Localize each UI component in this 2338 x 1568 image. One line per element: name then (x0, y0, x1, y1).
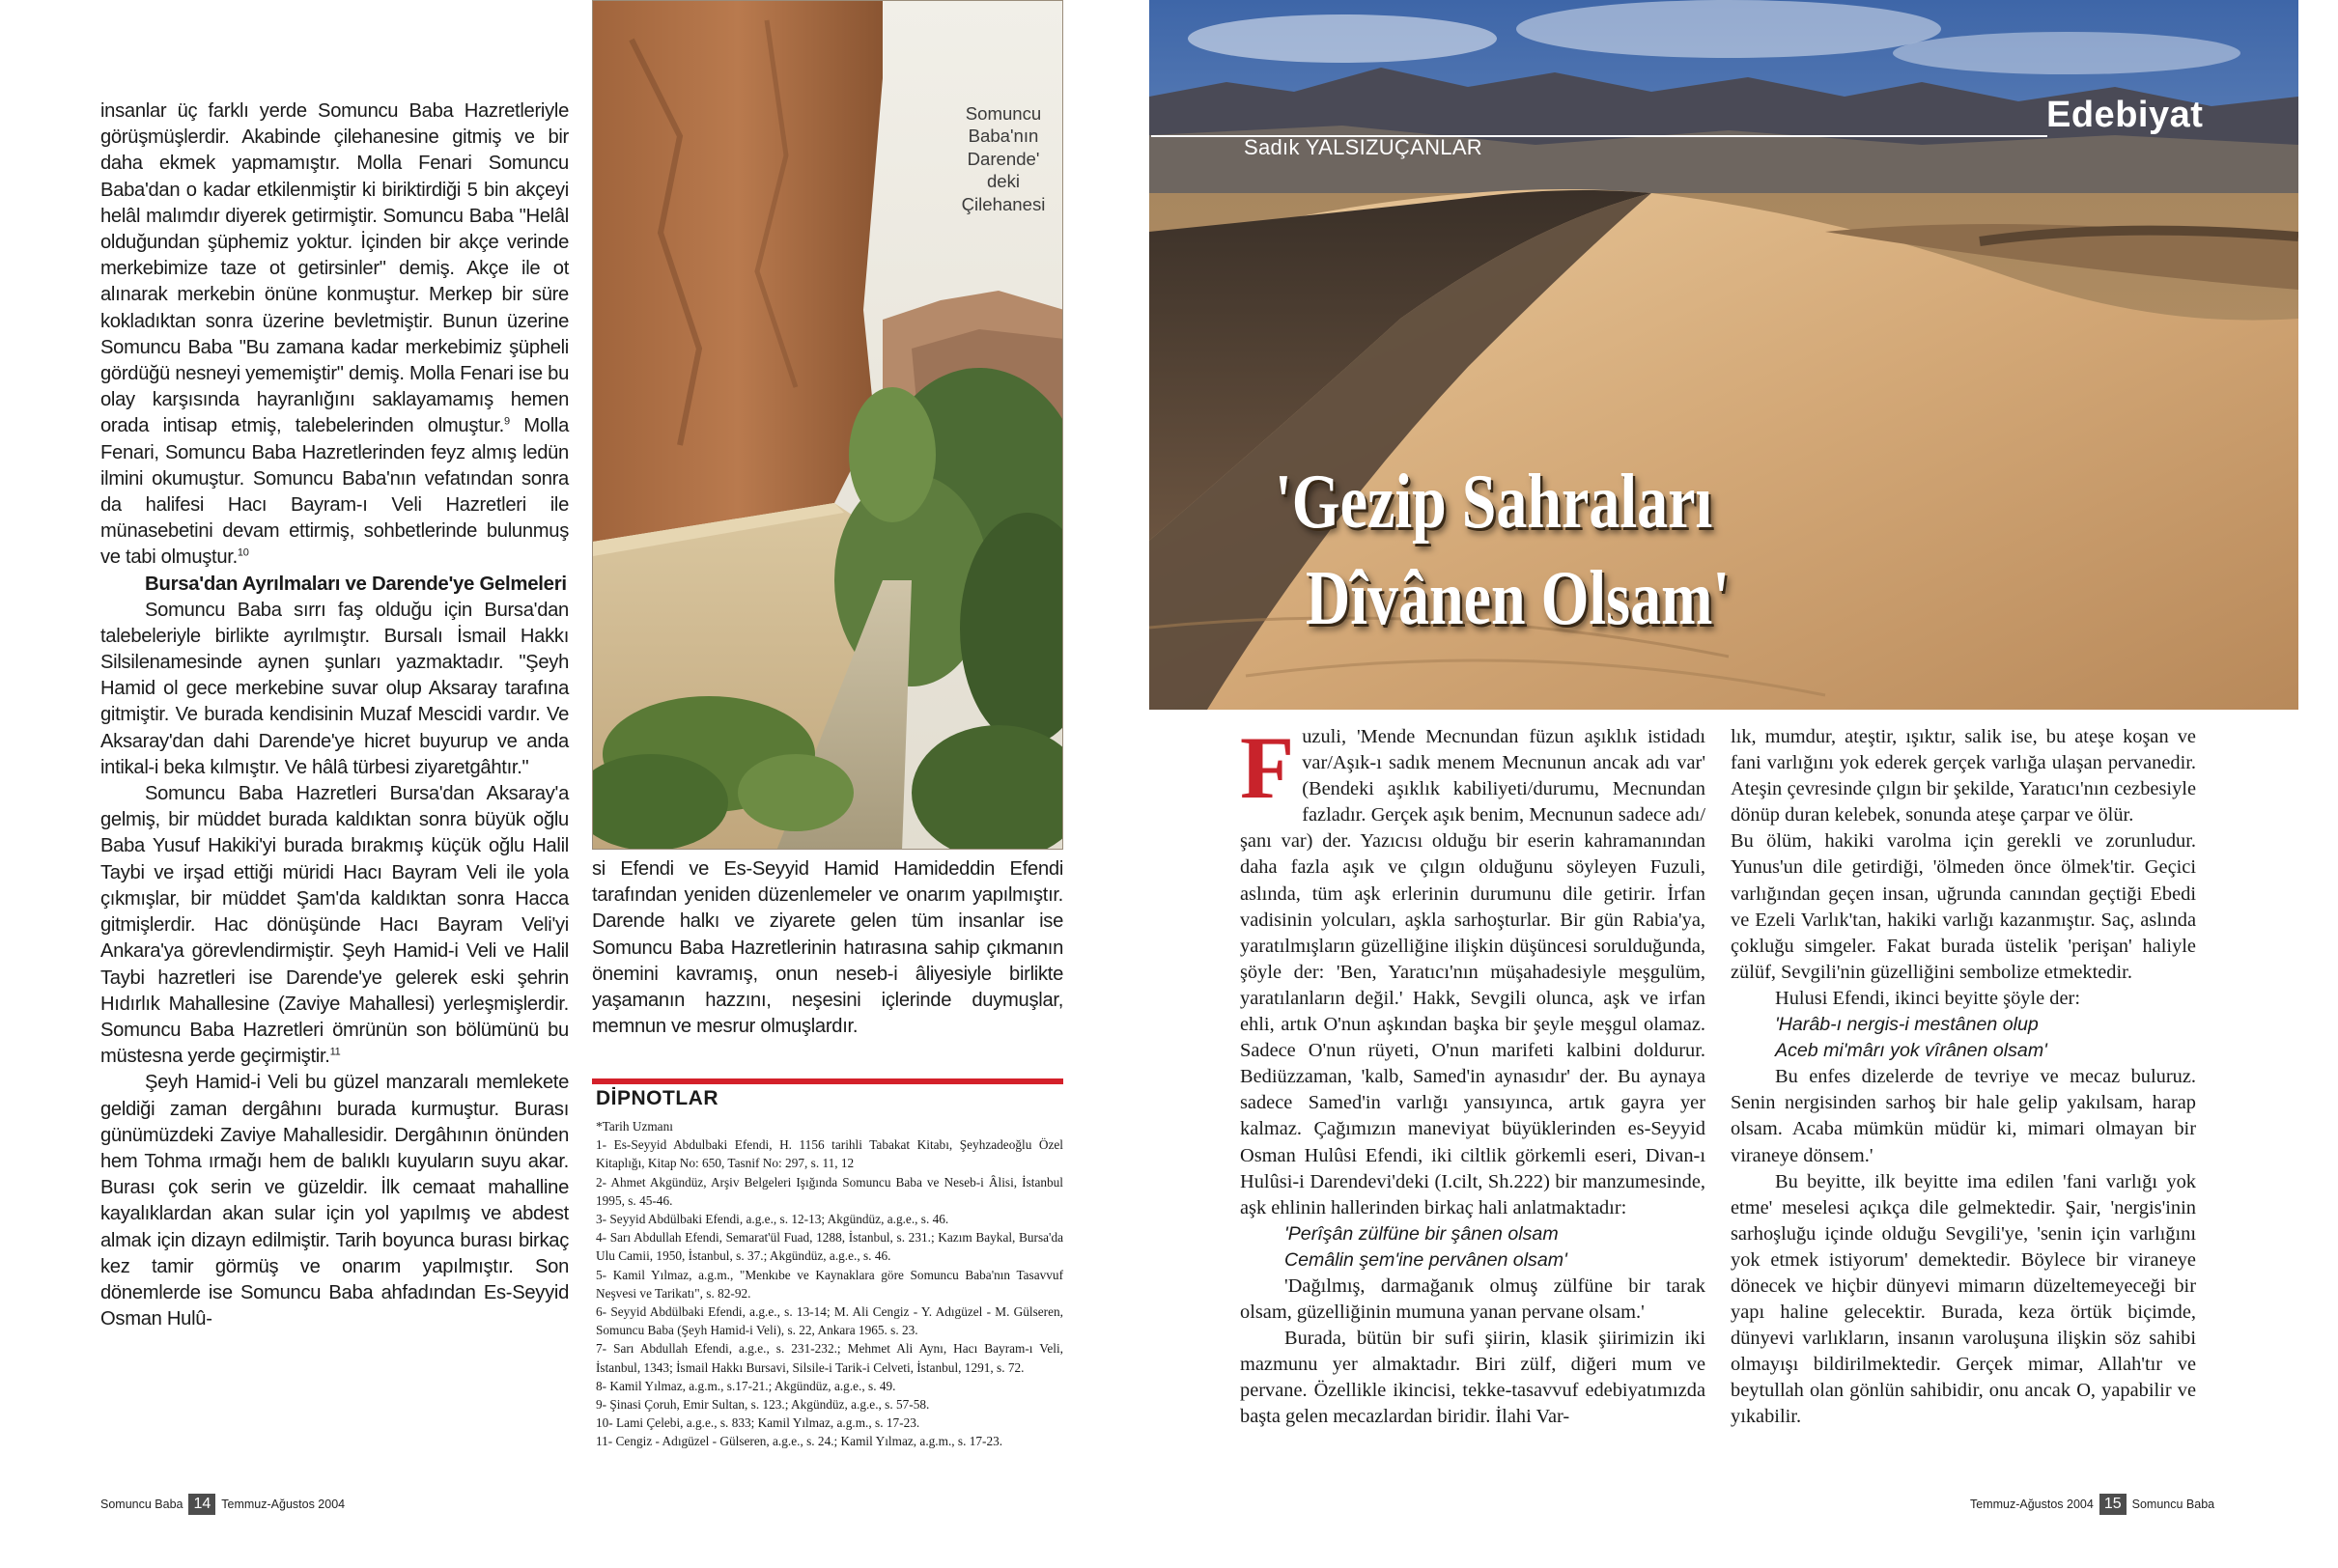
footer-magazine: Somuncu Baba (100, 1498, 183, 1511)
drop-cap: F (1240, 718, 1295, 817)
verse-line: Cemâlin şem'ine pervânen olsam' (1284, 1248, 1567, 1271)
title-line-1: 'Gezip Sahraları (1275, 460, 1713, 545)
footnote: 9- Şinasi Çoruh, Emir Sultan, s. 123.; Akgündüz, a.g.e., s. 57-58. (596, 1397, 930, 1413)
page-footer (100, 1494, 345, 1515)
footnote: *Tarih Uzmanı (596, 1119, 673, 1134)
continued-text: si Efendi ve Es-Seyyid Hamid Hamideddin Efendi tarafından yeniden düzenlemeler ve onarım yapılmıştır. Darende halkı ve ziyarete gelen tüm insanlar ise Somuncu Baba Hazretlerinin hatırasına sahip çıkmanın önemini kavramış, onun neseb-i âliyesiyle birlikte yaşamanın hazzını, neşesini içlerinde duymuşlar, memnun ve mesrur olmuşlardır. (592, 858, 1063, 1038)
article-title (1275, 454, 1754, 647)
section-subheading: Bursa'dan Ayrılmaları ve Darende'ye Gelmeleri (145, 573, 567, 595)
right-column-1 (1240, 718, 1705, 1431)
footnote: 8- Kamil Yılmaz, a.g.m., s.17-21.; Akgündüz, a.g.e., s. 49. (596, 1378, 896, 1393)
footnotes-heading: DİPNOTLAR (596, 1087, 718, 1109)
verse-line: Aceb mi'mârı yok vîrânen olsam' (1775, 1040, 2047, 1062)
footnote: 5- Kamil Yılmaz, a.g.m., "Menkıbe ve Kaynaklara göre Somuncu Baba'nın Tasavvuf Neşvesi ve Tarikatı", s. 82-92. (596, 1267, 1063, 1301)
footer-issue: Temmuz-Ağustos 2004 (1970, 1498, 2094, 1511)
photo-caption: Somuncu Baba'nın Darende' deki Çilehanesi (961, 103, 1046, 214)
red-divider (592, 1078, 1063, 1084)
verse-line: 'Harâb-ı nergis-i mestânen olup (1775, 1014, 2039, 1036)
footnotes-list (596, 1117, 1063, 1451)
footnote: 7- Sarı Abdullah Efendi, a.g.e., s. 231-232.; Mehmet Ali Aynı, Hacı Bayram-ı Veli, İstanbul, 1343; İsmail Hakkı Bursavi, Silsile-i Tarik-i Celveti, İstanbul, 1291, s. 72. (596, 1341, 1063, 1375)
paragraph: Şeyh Hamid-i Veli bu güzel manzaralı memlekete geldiği zaman dergâhını burada kurmuştur. Burası günümüzdeki Zaviye Mahallesidir. Dergâhının önünden hem Tohma ırmağı hem de balıklı kuyuların suyu akar. Burası çok serin ve güzeldir. İlk cemaat mahalline kayalıklardan akan sular için yol yapılmış ve abdest almak için dizayn edilmiştir. Tarih boyunca burası birkaç kez tamir görmüş ve onarım yapılmıştır. Son dönemlerde ise Somuncu Baba ahfadından Es-Seyyid Osman Hulû- (100, 1072, 569, 1330)
title-line-2: Dîvânen Olsam' (1306, 556, 1731, 641)
footnote: 3- Seyyid Abdülbaki Efendi, a.g.e., s. 12-13; Akgündüz, a.g.e., s. 46. (596, 1212, 949, 1227)
paragraph: insanlar üç farklı yerde Somuncu Baba Hazretleriyle görüşmüşlerdir. Akabinde çilehanesine gitmiş ve bir daha ekmek yapmamıştır. Molla Fenari Somuncu Baba'dan o kadar etkilenmiştir ki biriktirdiği 5 bin akçeyi helâl malımdır diyerek getirmiştir. Somuncu Baba "Helâl olduğundan şüphemiz yoktur. İçinden bir akçe verinde merkebimize taze ot getirsinler" demiş. Akçe ile ot alınarak merkebin önüne konmuştur. Merkep bir süre kokladıktan sonra üzerine bevletmiştir. Bunun üzerine Somuncu Baba "Bu zamana kadar merkebimiz şüpheli gördüğü nesneyi yememiştir" demiş. Molla Fenari ise bu olay karşısında hayranlığını saklayamamış hemen orada intisap etmiş, talebelerinden olmuştur.$^9$ Molla Fenari, Somuncu Baba Hazretlerinden feyz almış ledün ilmini okumuştur. Somuncu Baba'nın vefatından sonra da halifesi Hacı Bayram-ı Veli Hazretleri ile münasebetini devam ettirmiş, sohbetlerinde bulunmuş ve tabi olmuştur.$^{10}$ (100, 100, 569, 569)
paragraph: Bu enfes dizelerde de tevriye ve mecaz buluruz. Senin nergisinden sarhoş bir hale gelip yakılsam, harap olsam. Acaba mümkün müdür ki, mimari olmayan bir viraneye dönsem.' (1731, 1066, 2196, 1166)
footer-issue: Temmuz-Ağustos 2004 (221, 1498, 346, 1511)
footnote: 6- Seyyid Abdülbaki Efendi, a.g.e., s. 13-14; M. Ali Cengiz - Y. Adıgüzel - M. Gülseren, Somuncu Baba (Şeyh Hamid-i Veli), s. 22, Ankara 1965. s. 23. (596, 1304, 1063, 1338)
right-column-2 (1731, 724, 2196, 1431)
paragraph: uzuli, 'Mende Mecnundan füzun aşıklık istidadı var/Aşık-ı sadık menem Mecnunun ancak adı var' (Bendeki aşıklık kabiliyeti/durumu, Mecnundan fazladır. Gerçek aşık benim, Mecnunun sadece adı/şanı var) der. Yazıcısı olduğu bir eserin kahramanından daha fazla aşık ve çılgın olduğunu söyleyen Fuzuli, aslında, tüm aşk erlerinin durumunu dile getirir. İrfan vadisinin yolcuları, aşkla sarhoşturlar. Bir gün Rabia'ya, yaratılmışların güzelliğine ilişkin düşüncesi sorulduğunda, şöyle der: 'Ben, Yaratıcı'nın müşahadesiyle meşgulüm, yaratılanların değil.' Hakk, Sevgili olunca, aşk ve irfan ehli, artık O'nun aşkından başka bir şeyle meşgul olamaz. Sadece O'nun rüyeti, O'nun marifeti kalbini doldurur. Bediüzzaman, 'kalb, Samed'in aynasıdır' der. Bu aynaya sadece Samed'in varlığı yansıyınca, artık gayra yer kalmaz. Çağımızın maneviyat büyüklerinden es-Seyyid Osman Hulûsi Efendi, iki ciltlik görkemli eseri, Divan-ı Hulûsi-i Darendevi'deki (I.cilt, Sh.222) bir manzumesinde, aşk ehlinin hallerinden birkaç hali anlatmaktadır: (1240, 726, 1705, 1218)
paragraph: Hulusi Efendi, ikinci beyitte şöyle der: (1775, 987, 2080, 1009)
author-name: Sadık YALSIZUÇANLAR (1244, 135, 1482, 159)
footnote: 11- Cengiz - Adıgüzel - Gülseren, a.g.e., s. 24.; Kamil Yılmaz, a.g.m., s. 17-23. (596, 1434, 1003, 1449)
paragraph: Somuncu Baba sırrı faş olduğu için Bursa'dan talebeleriyle birlikte ayrılmıştır. Bursalı İsmail Hakkı Silsilenamesinde aynen şunları yazmaktadır. "Şeyh Hamid ol gece merkebine suvar olup Aksaray tarafına gitmiştir. Ve burada kendisinin Muzaf Mescidi vardır. Ve Aksaray'dan dahi Darende'ye hicret buyurup ve anda intikal-i beka kılmıştır. Ve hâlâ türbesi ziyaretgâhtır." (100, 599, 569, 778)
footnote: 2- Ahmet Akgündüz, Arşiv Belgeleri Işığında Somuncu Baba ve Neseb-i Âlisi, İstanbul 1995, s. 45-46. (596, 1174, 1063, 1208)
paragraph: Somuncu Baba Hazretleri Bursa'dan Aksaray'a gelmiş, bir müddet burada kaldıktan sonra büyük oğlu Baba Yusuf Hakiki'yi burada bırakmış küçük oğlu Halil Taybi ve irşad ettiği müridi Hacı Bayram Veli ile yola çıkmışlar, bir müddet Şam'da kaldıktan sonra Hacca gitmişlerdir. Hac dönüşünde Hacı Bayram Veli'yi Ankara'ya görevlendirmiştir. Şeyh Hamid-i Veli ve Halil Taybi hazretleri ise Darende'ye gelerek eski şehrin Hıdırlık Mahallesine (Zaviye Mahallesi) yerleşmişlerdir. Somuncu Baba Hazretleri ömrünün son bölümünü bu müstesna yerde geçirmiştir.$^{11}$ (100, 783, 569, 1068)
section-label: Edebiyat (2046, 95, 2204, 135)
page-number: 15 (2099, 1494, 2127, 1515)
footnote: 10- Lami Çelebi, a.g.e., s. 833; Kamil Yılmaz, a.g.m., s. 17-23. (596, 1415, 920, 1431)
paragraph: lık, mumdur, ateştir, ışıktır, salik ise, bu ateşe koşan ve fani varlığını yok ederek gerçek varlığa ulaşan pervanedir. Ateşin çevresinde çılgın bir şekilde, Yaratıcı'nın cezbesiyle dönüp duran kelebek, sonunda ateşe çarpar ve ölür. (1731, 726, 2196, 826)
footnote: 4- Sarı Abdullah Efendi, Semarat'ül Fuad, 1288, İstanbul, s. 231.; Kazım Baykal, Bursa'da Ulu Camii, 1950, İstanbul, s. 37.; Akgündüz, a.g.e., s. 46. (596, 1230, 1063, 1264)
left-body-column (100, 98, 569, 1332)
page-number: 14 (188, 1494, 215, 1515)
footnote: 1- Es-Seyyid Abdulbaki Efendi, H. 1156 tarihli Tabakat Kitabı, Şeyhzadeoğlu Özel Kitaplığı, Kitap No: 650, Tasnif No: 297, s. 11, 12 (596, 1137, 1063, 1171)
paragraph: Bu ölüm, hakiki varolma için gerekli ve zorunludur. Yunus'un dile getirdiği, 'ölmeden önce ölmek'tir. Geçici varlığından geçen insan, uğrunda canından geçtiği Ebedi ve Ezeli Varlık'tan, hakiki varlığı kazanmıştır. Saç, aslında çokluğu simgeler. Fakat burada üstelik 'perişan' haliyle zülüf, Sevgili'nin güzelliğini sembolize etmektedir. (1731, 830, 2196, 983)
paragraph: 'Dağılmış, darmağanık olmuş zülfüne bir tarak olsam, güzelliğinin mumuna yanan pervane olsam.' (1240, 1274, 1705, 1324)
verse-line: 'Perîşân zülfüne bir şânen olsam (1284, 1222, 1559, 1245)
paragraph: Burada, bütün bir sufi şiirin, klasik şiirimizin iki mazmunu yer almaktadır. Biri zülf, diğeri mum ve pervane. Özellikle ikincisi, tekke-tasavvuf edebiyatımızda başta gelen mecazlardan biridir. İlahi Var- (1240, 1328, 1705, 1428)
footer-magazine: Somuncu Baba (2131, 1498, 2215, 1511)
left-page (0, 0, 1164, 1568)
page-footer-right (1970, 1494, 2214, 1515)
paragraph: Bu beyitte, ilk beyitte ima edilen 'fani varlığı yok etme' meselesi açıkça dile gelmektedir. Şair, 'nergis'inin sarhoşluğu içinde olduğu Sevgili'ye, 'senin için varlığını yok etmek istiyorum' demektedir. Böylece bir viraneye dönecek ve hiçbir dünyevi mimarın düzeltemeyeceği bir yapı haline gelecektir. Burada, keza örtük biçimde, dünyevi varlıkların, insanın varoluşuna ilişkin söz sahibi olmayışı bildirilmektedir. Gerçek mimar, Allah'tır ve beytullah olan gönlün sahibidir, onu ancak O, yapabilir ve yıkabilir. (1731, 1170, 2196, 1428)
